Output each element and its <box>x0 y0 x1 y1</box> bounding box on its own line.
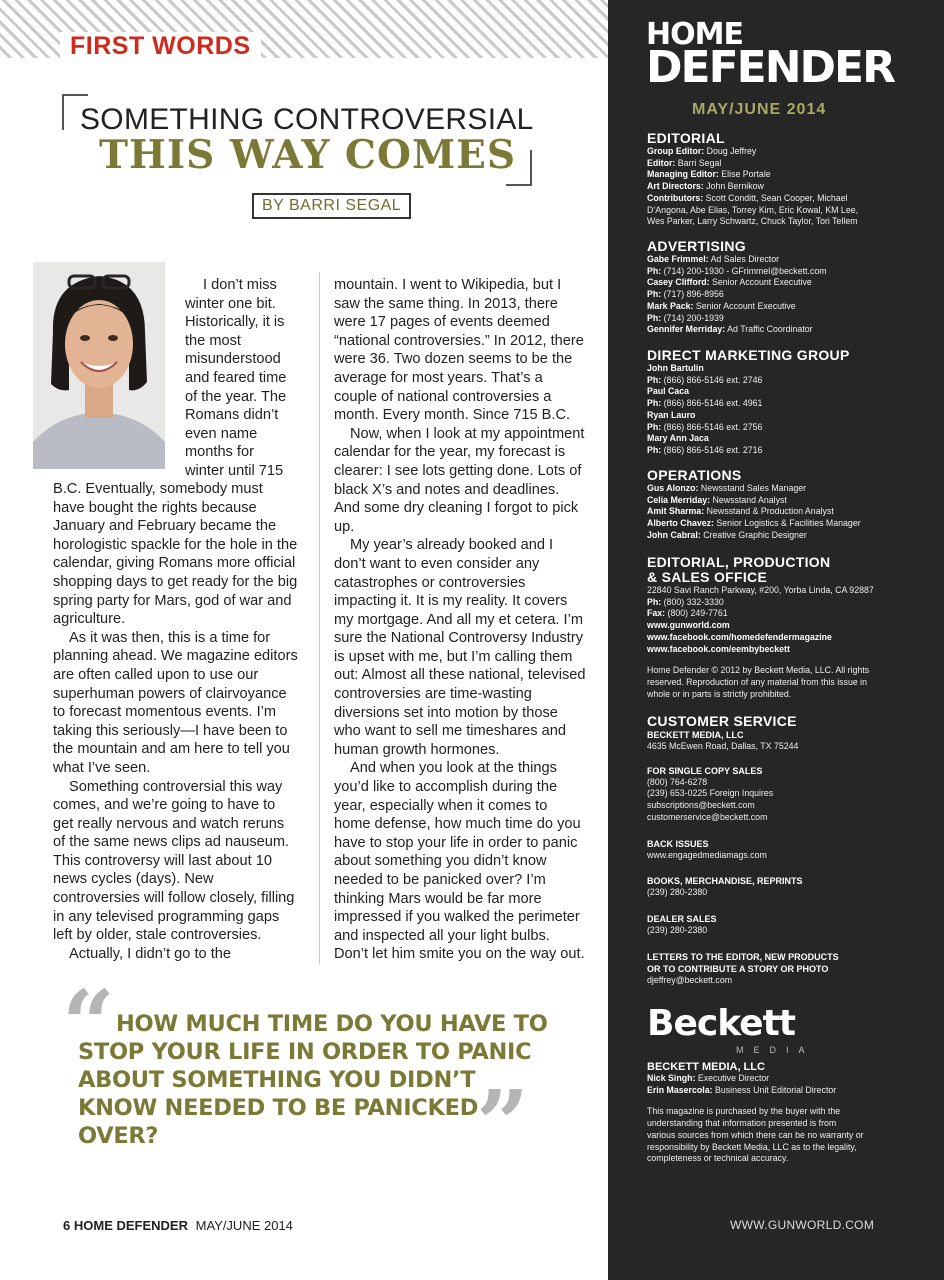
logo-line-2: DEFENDER <box>646 42 894 93</box>
footer-issue: MAY/JUNE 2014 <box>195 1218 293 1233</box>
masthead-line: John Cabral: Creative Graphic Designer <box>647 529 807 540</box>
customer-service-company: BECKETT MEDIA, LLC <box>647 730 744 740</box>
masthead-sidebar <box>608 0 944 1280</box>
disclaimer-line: understanding that information presented is from <box>647 1118 837 1129</box>
masthead-line: Paul Caca <box>647 386 690 397</box>
author-photo <box>33 262 165 469</box>
masthead-line: Alberto Chavez: Senior Logistics & Facilities Manager <box>647 518 861 529</box>
facebook-link[interactable]: www.facebook.com/homedefendermagazine <box>647 631 832 642</box>
beckett-company: BECKETT MEDIA, LLC <box>647 1061 765 1073</box>
masthead-line: Mary Ann Jaca <box>647 433 709 444</box>
byline: BY BARRI SEGAL <box>252 193 411 219</box>
beckett-section <box>647 1061 937 1165</box>
masthead-line: Ph: (866) 866-5146 ext. 2716 <box>647 444 763 455</box>
letters-heading-1: LETTERS TO THE EDITOR, NEW PRODUCTS <box>647 951 839 962</box>
masthead-line: Managing Editor: Elise Portale <box>647 169 771 180</box>
article-column-2 <box>334 276 586 964</box>
editorial-heading: EDITORIAL <box>647 130 725 146</box>
masthead-line: Ph: (866) 866-5146 ext. 2746 <box>647 374 763 385</box>
masthead-line: D’Angona, Abe Elias, Torrey Kim, Eric Kowal, KM Lee, <box>647 204 859 215</box>
article-paragraph: mountain. I went to Wikipedia, but I saw the same thing. In 2013, there were 17 pages of events deemed “national controversies.” In 2012, there were 36. Two dozen seems to be the average for most years. That’s a couple of national controversies a month. Every month. Since 715 B.C. <box>334 277 584 424</box>
copyright-line: Home Defender © 2012 by Beckett Media, LLC. All rights <box>647 665 870 676</box>
masthead-line: Ph: (714) 200-1930 - GFrimmel@beckett.com <box>647 265 827 276</box>
beckett-logo-media: MEDIA <box>736 1045 815 1055</box>
contact-line: (239) 280-2380 <box>647 924 708 935</box>
masthead-line: Art Directors: John Bernikow <box>647 181 764 192</box>
article-paragraph: Now, when I look at my appointment calendar for the year, my forecast is clearer: I see lots getting done. Lots of black X’s and notes and deadlines. And some dry cleaning I forgot to pick up. <box>334 425 585 535</box>
article-paragraph: Something controversial this way comes, and we’re going to have to get really nervous and watch reruns of the same news clips ad nauseum. This controversy will last about 10 news cycles (days). New controversies will follow closely, filling in any televised programming gaps left by older, stale controversies. <box>53 778 295 944</box>
copyright-line: reserved. Reproduction of any material from this issue in <box>647 676 868 687</box>
customer-service-heading: CUSTOMER SERVICE <box>647 713 797 729</box>
contact-line: (800) 764-6278 <box>647 776 708 787</box>
column-divider <box>319 272 320 964</box>
section-tag: FIRST WORDS <box>60 32 261 61</box>
contact-line: (239) 280-2380 <box>647 887 708 898</box>
masthead-line: Celia Merriday: Newsstand Analyst <box>647 494 787 505</box>
disclaimer-line: completeness or technical accuracy. <box>647 1153 789 1164</box>
masthead-line: Editor: Barri Segal <box>647 157 722 168</box>
disclaimer-line: This magazine is purchased by the buyer with the <box>647 1106 841 1117</box>
masthead-line: Casey Clifford: Senior Account Executive <box>647 277 812 288</box>
books-heading: BOOKS, MERCHANDISE, REPRINTS <box>647 876 803 887</box>
masthead-line: Wes Parker, Larry Schwartz, Chuck Taylor, Tori Tellem <box>647 216 858 227</box>
masthead-line: Amit Sharma: Newsstand & Production Analyst <box>647 506 834 517</box>
headline-line-1: SOMETHING CONTROVERSIAL <box>80 103 534 136</box>
email-link[interactable]: subscriptions@beckett.com <box>647 800 755 811</box>
masthead-line: Contributors: Scott Conditt, Sean Cooper, Michael <box>647 192 848 203</box>
open-quote-mark: “ <box>62 970 115 1078</box>
logo-line-1: HOME <box>646 17 743 52</box>
article-paragraph: My year’s already booked and I don’t want to even consider any catastrophes or controversies impacting it. It is my reality. It covers my mortgage. And all my et cetera. I’m sure the National Controversy Industry is upset with me, but I’m calling them out: Almost all these national, televised controversies are time-wasting diversions set into motion by those who want to sell me timeshares and human growth hormones. <box>334 537 586 758</box>
article-column-1-top <box>185 276 290 481</box>
facebook-link[interactable]: www.facebook.com/eembybeckett <box>647 643 790 654</box>
page-number: 6 <box>63 1218 71 1233</box>
masthead-line: Ph: (714) 200-1939 <box>647 312 724 323</box>
masthead-line: Ph: (866) 866-5146 ext. 2756 <box>647 421 763 432</box>
operations-section <box>647 468 937 542</box>
contact-line: (239) 653-0225 Foreign Inquires <box>647 788 774 799</box>
office-heading-2: & SALES OFFICE <box>647 569 768 585</box>
article-paragraph: I don’t miss winter one bit. Historically, it is the most misunderstood and feared time of the year. The Romans didn’t even name months for winter until 715 <box>185 277 287 479</box>
masthead-line: Erin Masercola: Business Unit Editorial Director <box>647 1084 837 1095</box>
back-issues-heading: BACK ISSUES <box>647 838 709 849</box>
masthead-line: Ph: (717) 896-8956 <box>647 289 724 300</box>
close-quote-mark: ” <box>476 1070 529 1178</box>
office-fax: Fax: (800) 249-7761 <box>647 608 728 619</box>
masthead-line: Gennifer Merriday: Ad Traffic Coordinator <box>647 324 813 335</box>
article-paragraph: Actually, I didn’t go to the <box>69 945 231 962</box>
article-column-1 <box>53 480 298 963</box>
advertising-heading: ADVERTISING <box>647 238 746 254</box>
article-paragraph: And when you look at the things you’d like to accomplish during the year, especially when it comes to home defense, how much time do you have to stop your life in order to panic about something you didn’t know needed to be panicked over? I’m thinking Mars would be far more impressed if you walked the perimeter and inspected all your light bulbs. Don’t let him smite you on the way out. <box>334 760 585 963</box>
masthead-line: Group Editor: Doug Jeffrey <box>647 146 757 156</box>
article-paragraph: As it was then, this is a time for planning ahead. We magazine editors are often called upon to use our superhuman powers of clairvoyance to forecast momentous events. I’m taking this seriously—I have been to the mountain and am here to tell you what I’ve seen. <box>53 629 298 776</box>
advertising-section <box>647 239 937 336</box>
masthead-line: Gus Alonzo: Newsstand Sales Manager <box>647 483 807 493</box>
beckett-logo: Beckett <box>647 1003 796 1044</box>
masthead-line: Nick Singh: Executive Director <box>647 1073 770 1083</box>
page-footer <box>63 1218 293 1233</box>
website-link[interactable]: www.gunworld.com <box>647 620 730 631</box>
footer-magazine: HOME DEFENDER <box>73 1218 188 1233</box>
home-defender-logo <box>646 17 894 93</box>
masthead-issue: MAY/JUNE 2014 <box>692 101 827 118</box>
direct-marketing-section <box>647 348 937 457</box>
disclaimer-line: responsibility by Beckett Media, LLC as to the legality, <box>647 1141 857 1152</box>
office-section <box>647 555 937 700</box>
copyright-line: whole or in parts is strictly prohibited. <box>647 688 792 699</box>
article-paragraph: B.C. Eventually, somebody must have bought the rights because January and February became the horologistic spackle for the hole in the calendar, giving Romans more official shopping days to get ready for the big spring party for Mars, god of war and agriculture. <box>53 481 298 628</box>
direct-marketing-heading: DIRECT MARKETING GROUP <box>647 347 850 363</box>
office-address: 22840 Savi Ranch Parkway, #200, Yorba Linda, CA 92887 <box>647 585 874 595</box>
dealer-heading: DEALER SALES <box>647 913 717 924</box>
email-link[interactable]: customerservice@beckett.com <box>647 811 768 822</box>
back-issues-link[interactable]: www.engagedmediamags.com <box>647 849 767 860</box>
masthead-line: Gabe Frimmel: Ad Sales Director <box>647 254 780 264</box>
disclaimer-line: various sources from which there can be no warranty or <box>647 1129 864 1140</box>
masthead-line: Mark Pack: Senior Account Executive <box>647 300 796 311</box>
email-link[interactable]: djeffrey@beckett.com <box>647 974 733 985</box>
single-copy-heading: FOR SINGLE COPY SALES <box>647 765 763 776</box>
editorial-section <box>647 131 937 228</box>
masthead-line: Ph: (866) 866-5146 ext. 4961 <box>647 398 763 409</box>
masthead-line: Ryan Lauro <box>647 409 696 420</box>
letters-heading-2: OR TO CONTRIBUTE A STORY OR PHOTO <box>647 963 829 974</box>
office-heading-1: EDITORIAL, PRODUCTION <box>647 554 831 570</box>
pull-quote-text: HOW MUCH TIME DO YOU HAVE TO STOP YOUR LIFE IN ORDER TO PANIC ABOUT SOMETHING YOU DIDN’T KNOW NEEDED TO BE PANICKED OVER? <box>78 1011 548 1149</box>
office-phone: Ph: (800) 332-3330 <box>647 596 724 607</box>
masthead-line: John Bartulin <box>647 363 704 373</box>
customer-service-section <box>647 714 937 986</box>
operations-heading: OPERATIONS <box>647 467 742 483</box>
customer-service-address: 4635 McEwen Road, Dallas, TX 75244 <box>647 741 799 751</box>
headline-line-2: THIS WAY COMES <box>99 132 516 178</box>
footer-website[interactable]: WWW.GUNWORLD.COM <box>730 1218 875 1232</box>
